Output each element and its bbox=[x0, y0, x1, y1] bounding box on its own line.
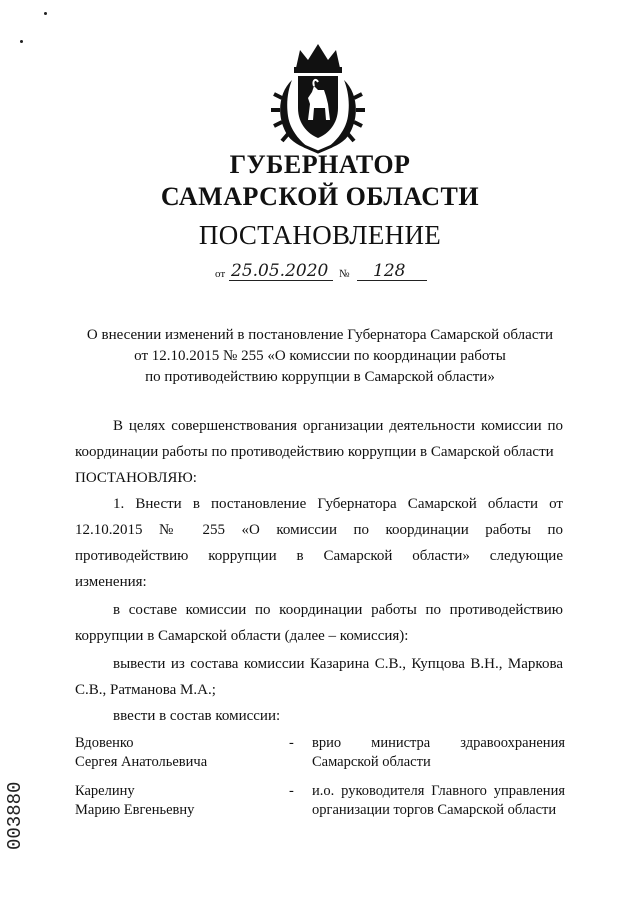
scan-mark bbox=[20, 40, 23, 43]
member-name bbox=[75, 782, 275, 820]
subject-line: О внесении изменений в постановление Губернатора Самарской области bbox=[86, 327, 554, 343]
item-1-end: изменения: bbox=[75, 574, 147, 590]
registration-stamp-number: 003880 bbox=[4, 781, 26, 850]
preamble-paragraph bbox=[75, 413, 563, 465]
member-surname: Вдовенко bbox=[75, 735, 134, 751]
subject-line: от 12.10.2015 № 255 «О комиссии по координации работы bbox=[134, 348, 506, 364]
member-position: и.о. руководителя Главного управления организации торгов Самарской области bbox=[312, 783, 565, 818]
resolve-heading: ПОСТАНОВЛЯЮ: bbox=[75, 470, 197, 486]
member-name bbox=[75, 734, 275, 772]
decree-subject bbox=[60, 325, 580, 388]
composition-text: в составе комиссии по координации работы по противодействию коррупции в Самарской области (далее – комиссия): bbox=[75, 602, 563, 644]
number-label: № bbox=[339, 268, 350, 280]
member-given-name: Марию Евгеньевну bbox=[75, 802, 195, 818]
add-members-paragraph: ввести в состав комиссии: bbox=[113, 708, 281, 724]
issuer-title-line1: ГУБЕРНАТОР bbox=[229, 150, 411, 179]
member-dash: - bbox=[289, 735, 294, 751]
preamble-text: В целях совершенствования организации деятельности комиссии по координации работы по противодействию коррупции в Самарской области bbox=[75, 418, 563, 460]
date-prefix-label: от bbox=[215, 268, 226, 280]
item-1-paragraph bbox=[75, 491, 563, 569]
remove-members-paragraph bbox=[75, 651, 563, 703]
member-given-name: Сергея Анатольевича bbox=[75, 754, 208, 770]
samara-coat-of-arms-emblem bbox=[264, 38, 372, 158]
document-type-heading: ПОСТАНОВЛЕНИЕ bbox=[198, 220, 442, 250]
member-surname: Карелину bbox=[75, 783, 135, 799]
member-dash: - bbox=[289, 783, 294, 799]
scan-mark bbox=[44, 12, 47, 15]
subject-line: по противодействию коррупции в Самарской области» bbox=[145, 369, 495, 385]
issuer-title-line2: САМАРСКОЙ ОБЛАСТИ bbox=[160, 182, 480, 211]
member-position: врио министра здравоохранения Самарской области bbox=[312, 735, 565, 770]
item-1-text: 1. Внести в постановление Губернатора Самарской области от 12.10.2015 № 255 «О комиссии по координации работы по противодействию коррупции в Самарской области» следующие bbox=[75, 496, 563, 564]
decree-date: 25.05.2020 bbox=[231, 261, 329, 281]
composition-paragraph bbox=[75, 597, 563, 649]
decree-number: 128 bbox=[373, 261, 406, 281]
date-number-line bbox=[215, 258, 435, 284]
remove-members-text: вывести из состава комиссии Казарина С.В., Купцова В.Н., Маркова С.В., Ратманова М.А.; bbox=[75, 656, 563, 698]
